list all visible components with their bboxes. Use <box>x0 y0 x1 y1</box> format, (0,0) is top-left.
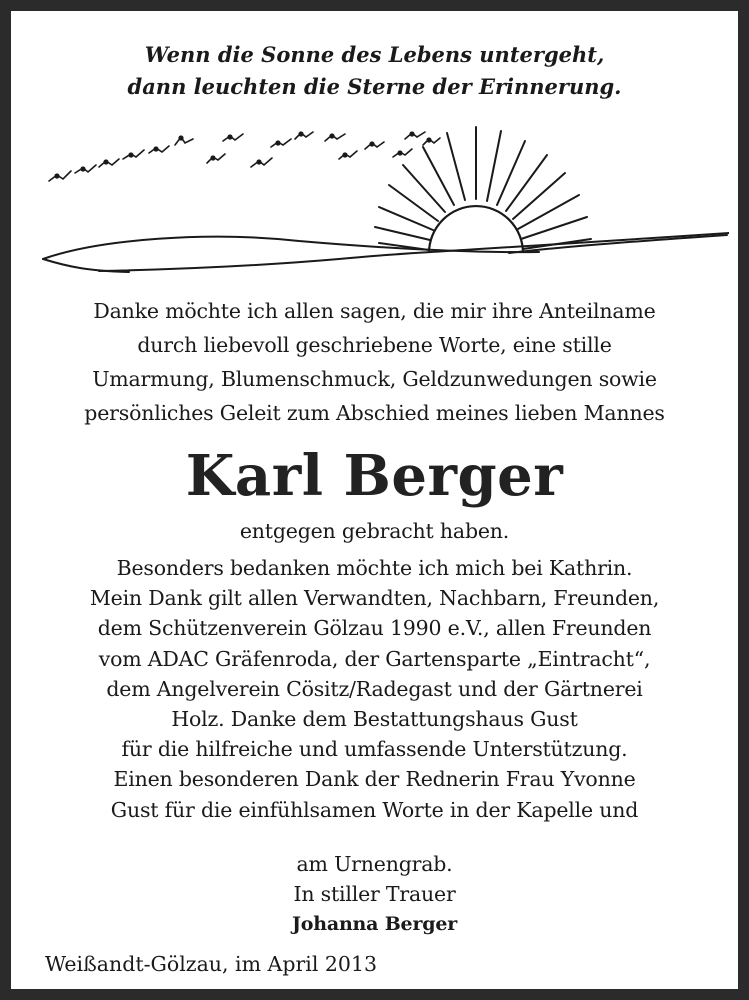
thanks-line: dem Schützenverein Gölzau 1990 e.V., allen Freunden <box>97 616 652 641</box>
thanks-line: Besonders bedanken möchte ich mich bei Kathrin. <box>116 556 633 580</box>
closing-line-2: In stiller Trauer <box>293 882 456 906</box>
birds-icon <box>49 132 440 181</box>
intro-line: Umarmung, Blumenschmuck, Geldzunwedungen sowie <box>92 367 657 391</box>
intro-paragraph <box>33 294 716 430</box>
sun-icon <box>429 206 523 253</box>
intro-line: Danke möchte ich allen sagen, die mir ihre Anteilname <box>93 299 656 323</box>
closing-line-1: am Urnengrab. <box>296 852 453 876</box>
sunset-illustration <box>39 119 729 289</box>
given-line: entgegen gebracht haben. <box>239 519 510 543</box>
thanks-line: Holz. Danke dem Bestattungshaus Gust <box>171 707 578 732</box>
motto-line-1: Wenn die Sonne des Lebens untergeht, <box>144 42 605 67</box>
motto-line-2: dann leuchten die Sterne der Erinnerung. <box>127 74 622 99</box>
thanks-line: dem Angelverein Cösitz/Radegast und der Gärtnerei <box>106 676 643 701</box>
thanks-paragraph <box>33 553 716 825</box>
thanks-line: vom ADAC Gräfenroda, der Gartensparte „Eintracht“, <box>98 646 651 671</box>
thanks-line: Gust für die einfühlsamen Worte in der Kapelle und <box>110 797 639 822</box>
deceased-name: Karl Berger <box>185 443 564 509</box>
hills-icon <box>43 233 729 272</box>
thanks-line: Mein Dank gilt allen Verwandten, Nachbarn, Freunden, <box>89 586 660 611</box>
intro-line: durch liebevoll geschriebene Worte, eine stille <box>137 333 612 357</box>
thanks-line: Einen besonderen Dank der Rednerin Frau Yvonne <box>113 767 636 792</box>
thanks-line: für die hilfreiche und umfassende Unterstützung. <box>121 737 628 762</box>
intro-line: persönliches Geleit zum Abschied meines lieben Mannes <box>84 401 665 425</box>
motto <box>11 39 738 103</box>
closing-block <box>33 849 716 939</box>
signer-name: Johanna Berger <box>291 913 458 935</box>
place-date: Weißandt-Gölzau, im April 2013 <box>45 952 378 976</box>
